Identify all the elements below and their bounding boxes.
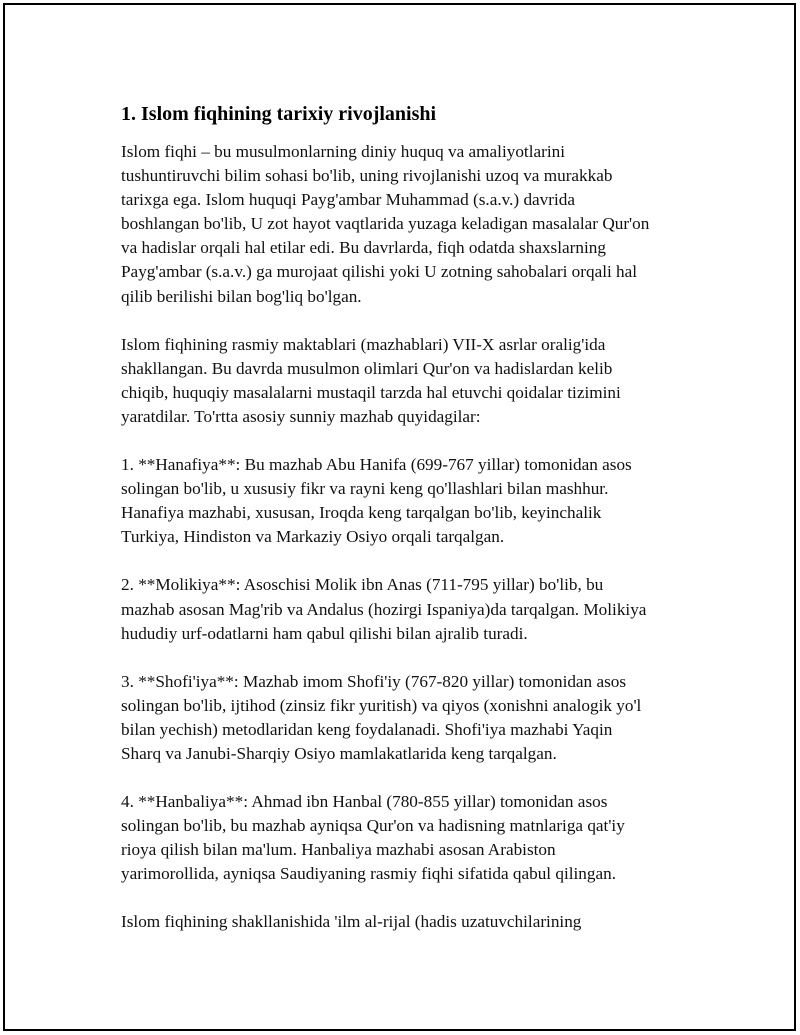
text-line: yarimorollida, ayniqsa Saudiyaning rasmiy fiqhi sifatida qabul qilingan. (121, 864, 616, 884)
text-line: solingan bo'lib, bu mazhab ayniqsa Qur'on va hadisning matnlariga qat'iy (121, 816, 625, 836)
list-item-hanbaliya (121, 790, 696, 886)
text-line: Hanafiya mazhabi, xususan, Iroqda keng tarqalgan bo'lib, keyinchalik (121, 503, 602, 523)
text-line: mazhab asosan Mag'rib va Andalus (hozirgi Ispaniya)da tarqalgan. Molikiya (121, 599, 647, 619)
text-line: boshlangan bo'lib, U zot hayot vaqtlarida yuzaga keladigan masalalar Qur'on (121, 214, 650, 234)
text-line: tushuntiruvchi bilim sohasi bo'lib, uning rivojlanishi uzoq va murakkab (121, 166, 613, 186)
text-line: yaratdilar. To'rtta asosiy sunniy mazhab quyidagilar: (121, 406, 481, 426)
text-line: qilib berilishi bilan bog'liq bo'lgan. (121, 286, 362, 306)
text-line: Islom fiqhining shakllanishida 'ilm al-rijal (hadis uzatuvchilarining (121, 912, 582, 932)
text-line: va hadislar orqali hal etilar edi. Bu davrlarda, fiqh odatda shaxslarning (121, 238, 606, 258)
text-line: Payg'ambar (s.a.v.) ga murojaat qilishi yoki U zotning sahobalari orqali hal (121, 262, 638, 282)
list-item-hanafiya (121, 453, 696, 549)
text-line: tarixga ega. Islom huquqi Payg'ambar Muhammad (s.a.v.) davrida (121, 190, 575, 210)
list-item-shofiiya (121, 670, 696, 766)
text-line: shakllangan. Bu davrda musulmon olimlari Qur'on va hadislardan kelib (121, 358, 613, 378)
page-frame (3, 3, 796, 1031)
text-line: 4. **Hanbaliya**: Ahmad ibn Hanbal (780-855 yillar) tomonidan asos (121, 792, 608, 812)
section-heading: 1. Islom fiqhining tarixiy rivojlanishi (121, 103, 437, 125)
paragraph-ilm-al-rijal (121, 910, 696, 934)
text-line: rioya qilish bilan ma'lum. Hanbaliya mazhabi asosan Arabiston (121, 840, 556, 860)
text-line: 1. **Hanafiya**: Bu mazhab Abu Hanifa (699-767 yillar) tomonidan asos (121, 455, 632, 475)
text-line: Sharq va Janubi-Sharqiy Osiyo mamlakatlarida keng tarqalgan. (121, 743, 557, 763)
text-line: bilan yechish) metodlaridan keng foydalanadi. Shofi'iya mazhabi Yaqin (121, 719, 613, 739)
text-line: 2. **Molikiya**: Asoschisi Molik ibn Anas (711-795 yillar) bo'lib, bu (121, 575, 604, 595)
paragraph-schools (121, 333, 696, 429)
text-line: hududiy urf-odatlarni ham qabul qilishi bilan ajralib turadi. (121, 623, 528, 643)
text-line: Islom fiqhi – bu musulmonlarning diniy huquq va amaliyotlarini (121, 142, 565, 161)
text-line: solingan bo'lib, u xususiy fikr va rayni keng qo'llashlari bilan mashhur. (121, 479, 609, 499)
text-line: Turkiya, Hindiston va Markaziy Osiyo orqali tarqalgan. (121, 527, 505, 547)
text-line: 3. **Shofi'iya**: Mazhab imom Shofi'iy (767-820 yillar) tomonidan asos (121, 671, 627, 691)
list-item-molikiya (121, 573, 696, 645)
text-line: Islom fiqhining rasmiy maktablari (mazhablari) VII-X asrlar oralig'ida (121, 334, 606, 354)
text-line: solingan bo'lib, ijtihod (zinsiz fikr yuritish) va qiyos (xonishni analogik yo'l (121, 695, 642, 715)
paragraph-intro (121, 140, 696, 309)
document-body (121, 101, 696, 959)
text-line: chiqib, huquqiy masalalarni mustaqil tarzda hal etuvchi qoidalar tizimini (121, 382, 621, 402)
